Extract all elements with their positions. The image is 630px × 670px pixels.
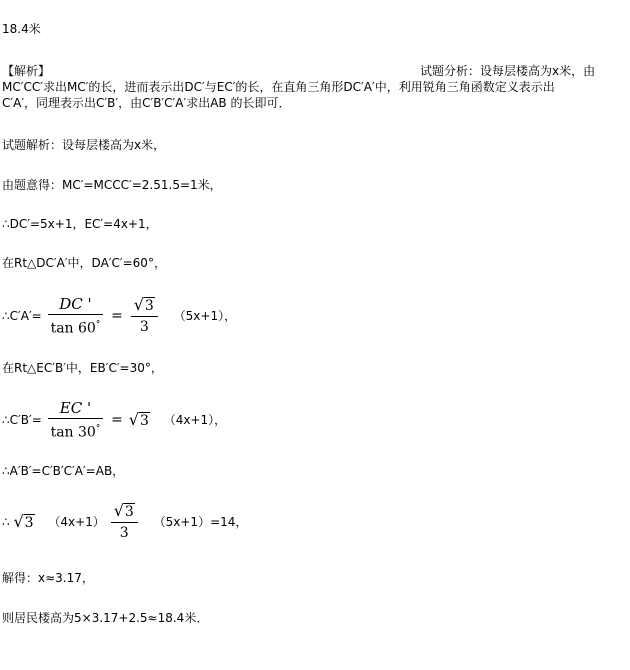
fraction-dc-tan60 [48,296,104,337]
sqrt-symbol: √3 [13,511,34,531]
sqrt-argument: 3 [124,504,134,520]
answer-line: 18.4米 [2,22,41,36]
analysis-line-3: C′A′，同理表示出C′B′，由C′B′C′A′求出AB 的长即可． [2,96,291,110]
fraction-sqrt3-over-3 [111,503,138,541]
step-dc-ec: ∴DC′=5x+1，EC′=4x+1， [2,217,158,231]
equals-sign: = [111,307,123,324]
degree-symbol: ° [95,320,101,330]
sqrt-argument: 3 [139,412,149,429]
fraction-numerator [131,297,158,317]
formula-ca-prefix: ∴C′A′= [2,308,42,323]
analysis-header: 【解析】 [2,64,51,78]
tan-label: tan 60 [50,320,96,337]
formula-eq-prefix: ∴ [2,514,10,529]
fraction-denominator [48,419,104,441]
fraction-ec-tan30 [48,400,104,441]
sqrt-symbol: √3 [133,295,154,315]
fraction-numerator: DC ' [48,296,104,315]
fraction-numerator [111,503,138,523]
fraction-sqrt3-over-3 [131,297,158,335]
fraction-numerator: EC ' [48,400,104,419]
sqrt-symbol: √3 [113,501,134,520]
conclusion-line: 则居民楼高为5×3.17+2.5≈18.4米． [2,611,209,625]
sqrt-symbol: √3 [128,409,149,429]
degree-symbol: ° [95,424,101,434]
analysis-line-1: 试题分析：设每层楼高为x米，由 [420,64,596,78]
formula-eq-part1: （4x+1） [48,514,105,529]
sqrt-argument: 3 [144,298,154,315]
analysis-line-2: MC′CC′求出MC′的长，进而表示出DC′与EC′的长，在直角三角形DC′A′中，利用锐角三角函数定义表示出 [2,80,555,94]
formula-eq-part2: （5x+1）=14， [153,514,248,529]
fraction-denominator [48,315,104,337]
solution-intro: 试题解析：设每层楼高为x米， [2,138,166,152]
formula-equation [2,503,247,541]
fraction-denominator: 3 [119,525,129,541]
fraction-denominator: 3 [139,319,149,336]
step-mc: 由题意得：MC′=MCCC′=2.51.5=1米， [2,178,222,192]
step-triangle-ecb: 在Rt△EC′B′中，EB′C′=30°， [2,361,163,375]
formula-cb-suffix: （4x+1）， [163,412,227,427]
step-triangle-dca: 在Rt△DC′A′中，DA′C′=60°， [2,256,166,270]
tan-label: tan 30 [50,424,96,441]
result-line: 解得：x≈3.17， [2,571,94,585]
step-ab: ∴A′B′=C′B′C′A′=AB， [2,464,125,478]
formula-cb [2,400,226,441]
sqrt-argument: 3 [24,514,34,531]
equals-sign: = [111,411,123,428]
formula-ca [2,296,236,337]
formula-ca-suffix: （5x+1）， [173,308,237,323]
formula-cb-prefix: ∴C′B′= [2,412,42,427]
